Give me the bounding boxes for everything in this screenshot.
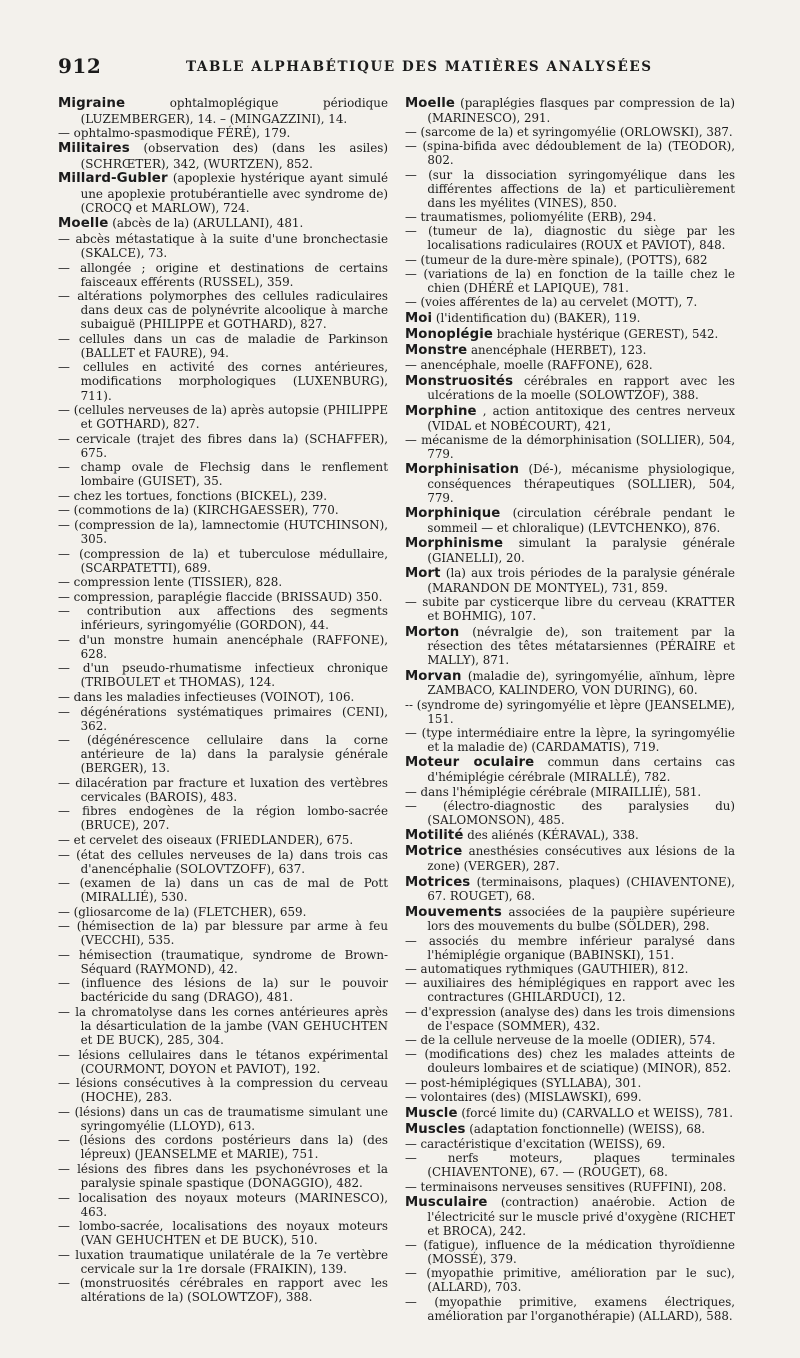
index-entry	[405, 566, 735, 596]
index-entry	[58, 96, 388, 126]
index-entry	[58, 905, 388, 919]
index-entry	[58, 126, 388, 140]
entry-text: — (tumeur de la dure-mère spinale), (POTTS), 682	[405, 252, 708, 267]
index-entry	[58, 518, 388, 546]
entry-text: — compression lente (TISSIER), 828.	[58, 575, 283, 590]
entry-text: — de la cellule nerveuse de la moelle (ODIER), 574.	[405, 1033, 716, 1048]
entry-text: — ophtalmo-spasmodique FÉRÉ), 179.	[58, 126, 291, 141]
index-entry	[58, 141, 388, 171]
index-entry	[405, 140, 735, 168]
index-entry	[405, 1138, 735, 1152]
entry-text: — associés du membre inférieur paralysé dans l'hémiplégie organique (BABINSKI), 151.	[405, 933, 735, 962]
entry-text: — (tumeur de la), diagnostic du siège par les localisations radiculaires (ROUX et PAVIOT), 848.	[405, 224, 735, 253]
index-entry	[405, 343, 735, 359]
entry-headword: Motilité	[405, 828, 464, 844]
entry-text: — (électro-diagnostic des paralysies du) (SALOMONSON), 485.	[405, 798, 735, 827]
entry-text: (adaptation fonctionnelle) (WEISS), 68.	[469, 1121, 705, 1136]
entry-headword: Moelle	[58, 215, 109, 231]
index-entry	[405, 462, 735, 505]
index-entry	[58, 1219, 388, 1247]
index-entry	[405, 506, 735, 536]
entry-headword: Monstre	[405, 343, 468, 359]
index-entry	[405, 434, 735, 462]
index-entry	[405, 225, 735, 253]
entry-text: — luxation traumatique unilatérale de la 7e vertèbre cervicale sur la 1re dorsale (FRAIKIN), 139.	[58, 1247, 388, 1276]
index-entry	[58, 1276, 388, 1304]
index-entry	[58, 1105, 388, 1133]
index-entry	[405, 905, 735, 935]
entry-text: — anencéphale, moelle (RAFFONE), 628.	[405, 358, 653, 373]
entry-text: (forcé limite du) (CARVALLO et WEISS), 781.	[461, 1105, 733, 1120]
entry-text: (contraction) anaérobie. Action de l'électricité sur le muscle privé d'oxygène (RICHET et BROCA), 242.	[427, 1195, 735, 1238]
entry-text: (l'identification du) (BAKER), 119.	[435, 310, 641, 325]
index-entry	[58, 1191, 388, 1219]
index-entry	[405, 699, 735, 727]
index-entry	[405, 800, 735, 828]
index-entry	[58, 1133, 388, 1161]
index-entry	[58, 1076, 388, 1104]
entry-text: — (myopathie primitive, amélioration par le suc), (ALLARD), 703.	[405, 1266, 735, 1295]
index-entry	[58, 1248, 388, 1276]
index-entry	[405, 1239, 735, 1267]
entry-text: — (myopathie primitive, examens électriques, amélioration par l'organothérapie) (ALLARD), 588.	[405, 1294, 735, 1323]
entry-text: (maladie de), syringomyélie, aïnhum, lèpre ZAMBACO, KALINDERO, VON DURING), 60.	[427, 668, 735, 698]
index-entry	[405, 374, 735, 404]
right-column	[405, 96, 735, 1326]
entry-text: brachiale hystérique (GEREST), 542.	[496, 327, 719, 342]
entry-text: (paraplégies flasques par compression de la) (MARINESCO), 291.	[427, 96, 735, 125]
entry-headword: Monstruosités	[405, 373, 514, 389]
index-entry	[405, 828, 735, 844]
entry-headword: Motrices	[405, 874, 471, 890]
index-entry	[405, 786, 735, 800]
entry-text: — lombo-sacrée, localisations des noyaux moteurs (VAN GEHUCHTEN et DE BUCK), 510.	[58, 1219, 388, 1248]
entry-headword: Moelle	[405, 96, 456, 111]
entry-text: — contribution aux affections des segments inférieurs, syringomyélie (GORDON), 44.	[58, 604, 388, 633]
entry-headword: Mort	[405, 566, 441, 582]
entry-text: — post-hémiplégiques (SYLLABA), 301.	[405, 1075, 642, 1090]
index-entry	[58, 690, 388, 704]
index-entry	[58, 876, 388, 904]
index-entry	[58, 948, 388, 976]
entry-headword: Morphine	[405, 403, 477, 419]
index-entry	[405, 963, 735, 977]
index-entry	[58, 503, 388, 517]
entry-text: — fibres endogènes de la région lombo-sacrée (BRUCE), 207.	[58, 804, 388, 833]
entry-text: — (dégénérescence cellulaire dans la corne antérieure de la) dans la paralysie générale (BERGER), 13.	[58, 733, 388, 776]
entry-text: (circulation cérébrale pendant le sommeil — et chloralique) (LEVTCHENKO), 876.	[427, 506, 735, 535]
entry-headword: Motrice	[405, 844, 463, 860]
index-entry	[405, 169, 735, 211]
index-entry	[405, 875, 735, 905]
entry-text: — chez les tortues, fonctions (BICKEL), 239.	[58, 488, 328, 503]
entry-text: — (compression de la) et tuberculose médullaire, (SCARPATETTI), 689.	[58, 546, 388, 575]
index-entry	[58, 360, 388, 402]
entry-text: — (lésions) dans un cas de traumatisme simulant une syringomyélie (LLOYD), 613.	[58, 1104, 388, 1133]
entry-text: — (spina-bifida avec dédoublement de la) (TEODOR), 802.	[405, 139, 735, 168]
index-entry	[405, 755, 735, 785]
entry-text: — (modifications des) chez les malades atteints de douleurs lombaires et de sciatique) (MINOR), 852.	[405, 1047, 735, 1076]
entry-text: (névralgie de), son traitement par la résection des têtes métatarsiennes (PÉRAIRE et MALLY), 871.	[427, 624, 735, 668]
index-entry	[58, 848, 388, 876]
index-entry	[58, 705, 388, 733]
entry-text: — dans l'hémiplégie cérébrale (MIRAILLIÉ), 581.	[405, 784, 702, 799]
index-entry	[405, 1181, 735, 1195]
entry-text: — d'expression (analyse des) dans les trois dimensions de l'espace (SOMMER), 432.	[405, 1004, 735, 1033]
entry-text: — lésions cellulaires dans le tétanos expérimental (COURMONT, DOYON et PAVIOT), 192.	[58, 1047, 388, 1076]
index-entry	[58, 547, 388, 575]
entry-text: — lésions consécutives à la compression du cerveau (HOCHE), 283.	[58, 1076, 388, 1105]
entry-text: — auxiliaires des hémiplégiques en rapport avec les contractures (GHILARDUCI), 12.	[405, 976, 735, 1005]
entry-text: (observation des) (dans les asiles) (SCHRŒTER), 342, (WURTZEN), 852.	[80, 140, 388, 171]
entry-headword: Muscles	[405, 1121, 466, 1137]
index-entry	[405, 1106, 735, 1122]
index-entry	[405, 727, 735, 755]
entry-text: — nerfs moteurs, plaques terminales (CHIAVENTONE), 67. — (ROUGET), 68.	[405, 1151, 735, 1180]
entry-text: — terminaisons nerveuses sensitives (RUFFINI), 208.	[405, 1179, 727, 1194]
entry-text: — (fatigue), influence de la médication thyroïdienne (MOSSÉ), 379.	[405, 1238, 735, 1266]
entry-text: — (variations de la) en fonction de la taille chez le chien (DHÉRÉ et LAPIQUE), 781.	[405, 267, 735, 296]
entry-headword: Moteur oculaire	[405, 755, 535, 771]
index-entry	[405, 211, 735, 225]
entry-text: anencéphale (HERBET), 123.	[471, 343, 647, 358]
entry-text: — (compression de la), lamnectomie (HUTCHINSON), 305.	[58, 517, 388, 546]
entry-text: (la) aux trois périodes de la paralysie générale (MARANDON DE MONTYEL), 731, 859.	[427, 566, 735, 596]
entry-text: — allongée ; origine et destinations de certains faisceaux efférents (RUSSEL), 359.	[58, 260, 388, 289]
index-entry	[58, 976, 388, 1004]
entry-text: cérébrales en rapport avec les ulcérations de la moelle (SOLOWTZOF), 388.	[427, 373, 735, 403]
entry-text: — dilacération par fracture et luxation des vertèbres cervicales (BAROIS), 483.	[58, 775, 388, 804]
index-entry	[405, 268, 735, 296]
entry-headword: Mouvements	[405, 904, 502, 920]
index-entry	[58, 332, 388, 360]
entry-text: — (hémisection de la) par blessure par arme à feu (VECCHI), 535.	[58, 919, 388, 948]
running-title: TABLE ALPHABÉTIQUE DES MATIÈRES ANALYSÉES	[186, 59, 653, 75]
index-entry	[58, 1005, 388, 1047]
entry-text: — champ ovale de Flechsig dans le renflement lombaire (GUISET), 35.	[58, 460, 388, 489]
index-entry	[405, 254, 735, 268]
entry-text: — abcès métastatique à la suite d'une bronchectasie (SKALCE), 73.	[58, 231, 388, 261]
index-entry	[58, 460, 388, 488]
page-number: 912	[58, 54, 102, 78]
entry-text: — cervicale (trajet des fibres dans la) (SCHAFFER), 675.	[58, 431, 388, 460]
entry-headword: Migraine	[58, 96, 126, 111]
entry-text: -- (syndrome de) syringomyélie et lèpre (JEANSELME), 151.	[405, 697, 735, 726]
entry-text: — mécanisme de la démorphinisation (SOLLIER), 504, 779.	[405, 432, 735, 461]
entry-text: — (voies afférentes de la) au cervelet (MOTT), 7.	[405, 295, 698, 310]
index-entry	[405, 1006, 735, 1034]
entry-text: (Dé-), mécanisme physiologique, conséquences thérapeutiques (SOLLIER), 504, 779.	[427, 462, 735, 505]
index-entry	[58, 633, 388, 661]
entry-text: — (examen de la) dans un cas de mal de Pott (MIRALLIÉ), 530.	[58, 876, 388, 905]
entry-text: — lésions des fibres dans les psychonévroses et la paralysie spinale spastique (DONAGGIO), 482.	[58, 1162, 388, 1191]
entry-text: — (état des cellules nerveuses de la) dans trois cas d'anencéphalie (SOLOVTZOFF), 637.	[58, 847, 388, 876]
entry-text: — (sarcome de la) et syringomyélie (ORLOWSKI), 387.	[405, 125, 733, 140]
left-column	[58, 96, 388, 1326]
index-entry	[405, 1122, 735, 1138]
index-entry	[405, 327, 735, 343]
entry-text: simulant la paralysie générale (GIANELLI), 20.	[427, 536, 735, 565]
index-entry	[58, 919, 388, 947]
entry-text: anesthésies consécutives aux lésions de la zone) (VERGER), 287.	[427, 844, 735, 874]
entry-text: — cellules dans un cas de maladie de Parkinson (BALLET et FAURE), 94.	[58, 331, 388, 360]
index-entry	[405, 977, 735, 1005]
index-entry	[58, 604, 388, 632]
entry-headword: Monoplégie	[405, 327, 493, 343]
index-entry	[58, 1048, 388, 1076]
entry-text: (apoplexie hystérique ayant simulé une apoplexie protubérantielle avec syndrome de) (CROCQ et MARLOW), 724.	[80, 171, 388, 216]
entry-headword: Millard-Gubler	[58, 171, 168, 187]
entry-text: — subite par cysticerque libre du cerveau (KRATTER et BOHMIG), 107.	[405, 595, 735, 624]
entry-text: — (cellules nerveuses de la) après autopsie (PHILIPPE et GOTHARD), 827.	[58, 403, 388, 432]
entry-text: — (monstruosités cérébrales en rapport avec les altérations de la) (SOLOWTZOF), 388.	[58, 1276, 388, 1305]
index-entry	[405, 96, 735, 126]
index-entry	[405, 1152, 735, 1180]
index-entry	[405, 311, 735, 327]
entry-text: — altérations polymorphes des cellules radiculaires dans deux cas de polynévrite alcoolique à marche subaiguë (PHILIPPE et GOTHARD), 827.	[58, 289, 388, 332]
entry-text: — (gliosarcome de la) (FLETCHER), 659.	[58, 904, 307, 919]
index-entry	[58, 403, 388, 431]
index-entry	[58, 171, 388, 215]
index-entry	[405, 596, 735, 624]
index-entry	[405, 1267, 735, 1295]
entry-headword: Morton	[405, 624, 460, 640]
index-entry	[58, 489, 388, 503]
index-entry	[405, 844, 735, 874]
entry-headword: Morphinisme	[405, 536, 504, 552]
index-entry	[405, 1091, 735, 1105]
entry-text: — caractéristique d'excitation (WEISS), 69.	[405, 1136, 666, 1151]
entry-text: — (lésions des cordons postérieurs dans la) (des lépreux) (JEANSELME et MARIE), 751.	[58, 1133, 388, 1162]
entry-text: — d'un pseudo-rhumatisme infectieux chronique (TRIBOULET et THOMAS), 124.	[58, 661, 388, 690]
entry-headword: Musculaire	[405, 1195, 488, 1211]
entry-text: associées de la paupière supérieure lors des mouvements du bulbe (SÖLDER), 298.	[427, 904, 735, 934]
index-entry	[58, 432, 388, 460]
index-entry	[405, 536, 735, 566]
index-entry	[58, 661, 388, 689]
index-entry	[58, 733, 388, 775]
index-entry	[405, 1048, 735, 1076]
index-entry	[58, 590, 388, 604]
entry-text: — d'un monstre humain anencéphale (RAFFONE), 628.	[58, 632, 388, 661]
page-header	[58, 54, 770, 80]
index-entry	[58, 216, 388, 232]
entry-headword: Muscle	[405, 1105, 458, 1121]
entry-text: des aliénés (KÉRAVAL), 338.	[467, 828, 639, 843]
entry-text: — volontaires (des) (MISLAWSKI), 699.	[405, 1090, 642, 1105]
entry-text: — la chromatolyse dans les cornes antérieures après la désarticulation de la jambe (VAN GEHUCHTEN et DE BUCK), 285, 304.	[58, 1005, 388, 1048]
entry-text: — (commotions de la) (KIRCHGAESSER), 770.	[58, 503, 339, 518]
entry-text: — dégénérations systématiques primaires (CENI), 362.	[58, 704, 388, 733]
index-entry	[405, 296, 735, 310]
index-entry	[58, 1162, 388, 1190]
entry-text: , action antitoxique des centres nerveux (VIDAL et NOBÉCOURT), 421,	[427, 403, 735, 433]
entry-text: commun dans certains cas d'hémiplégie cérébrale (MIRALLÉ), 782.	[427, 755, 735, 785]
index-entry	[405, 625, 735, 668]
index-entry	[405, 669, 735, 699]
index-entry	[58, 289, 388, 331]
entry-text: — traumatismes, poliomyélite (ERB), 294.	[405, 210, 657, 225]
index-entry	[405, 126, 735, 140]
index-entry	[405, 1034, 735, 1048]
index-entry	[58, 575, 388, 589]
entry-text: — compression, paraplégie flaccide (BRISSAUD) 350.	[58, 589, 383, 604]
index-entry	[405, 1296, 735, 1324]
entry-headword: Morphinisation	[405, 462, 520, 478]
index-entry	[405, 404, 735, 434]
index-entry	[405, 1077, 735, 1091]
index-entry	[405, 935, 735, 963]
entry-text: (abcès de la) (ARULLANI), 481.	[112, 215, 304, 230]
index-entry	[58, 776, 388, 804]
entry-text: — cellules en activité des cornes antérieures, modifications morphologiques (LUXENBURG), 711).	[58, 360, 388, 403]
entry-text: (terminaisons, plaques) (CHIAVENTONE), 67. ROUGET), 68.	[427, 874, 735, 904]
entry-text: — et cervelet des oiseaux (FRIEDLANDER), 675.	[58, 832, 354, 847]
entry-headword: Morvan	[405, 668, 462, 684]
index-entry	[405, 359, 735, 373]
entry-text: — (sur la dissociation syringomyélique dans les différentes affections de la) et particulièrement dans les myélites (VINES), 850.	[405, 167, 735, 210]
entry-text: — (influence des lésions de la) sur le pouvoir bactéricide du sang (DRAGO), 481.	[58, 976, 388, 1005]
entry-headword: Morphinique	[405, 506, 501, 522]
index-entry	[58, 804, 388, 832]
index-entry	[58, 261, 388, 289]
entry-text: ophtalmoplégique périodique (LUZEMBERGER), 14. – (MINGAZZINI), 14.	[80, 96, 388, 126]
entry-text: — (type intermédiaire entre la lèpre, la syringomyélie et la maladie de) (CARDAMATIS), 719.	[405, 726, 735, 755]
index-entry	[58, 232, 388, 260]
index-entry	[58, 833, 388, 847]
entry-headword: Moi	[405, 310, 433, 326]
entry-headword: Militaires	[58, 140, 130, 156]
entry-text: — dans les maladies infectieuses (VOINOT), 106.	[58, 689, 355, 704]
entry-text: — automatiques rythmiques (GAUTHIER), 812.	[405, 961, 689, 976]
entry-text: — hémisection (traumatique, syndrome de Brown-Séquard (RAYMOND), 42.	[58, 947, 388, 976]
entry-text: — localisation des noyaux moteurs (MARINESCO), 463.	[58, 1190, 388, 1219]
index-entry	[405, 1195, 735, 1238]
